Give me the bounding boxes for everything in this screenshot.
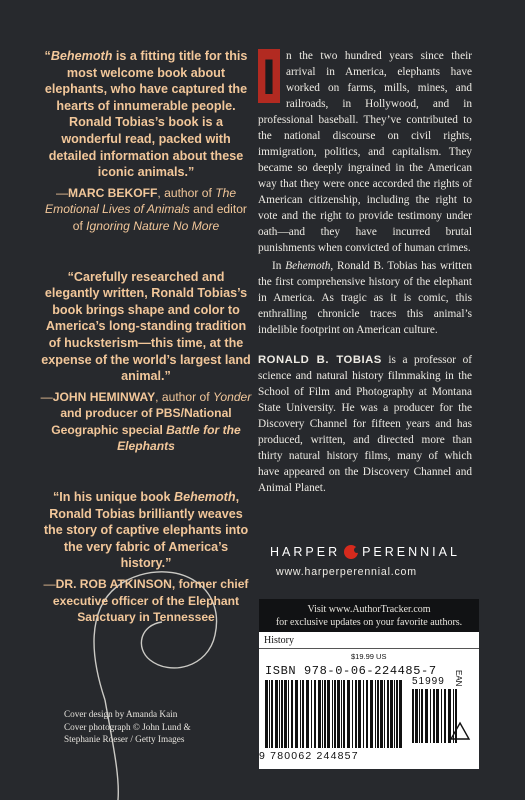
barcode-panel [259,632,479,769]
quote-bekoff: “Behemoth is a fitting title for this most welcome book about elephants, who have captured the hearts of innumerable people. Ronald Tobias’s book is a wonderful read, packed with detailed information about these iconic animals.” —MARC BEKOFF, author of The Emotional Lives of Animals and editor of Ignoring Nature No More [40,48,252,235]
drop-cap: I [258,49,280,103]
triangle-mark-icon [449,721,471,743]
quote-attribution: —DR. ROB ATKINSON, former chief executive officer of the Elephant Sanctuary in Tennessee [43,577,249,625]
ean-label: EAN [454,670,463,687]
quote-atkinson: “In his unique book Behemoth, Ronald Tobias brilliantly weaves the story of captive elephants into the very fabric of America’s history.” —DR. ROB ATKINSON, former chief executive officer of the Elephant Sanctuary in Tennessee [40,489,252,626]
description-paragraph: In Behemoth, Ronald B. Tobias has written the first comprehensive history of the elephant in America. As tragic as it is comic, this enthralling chronicle traces this animal’s indelible footprint on American culture. [258,260,472,336]
publisher-url: www.harperperennial.com [276,566,417,578]
publisher-logo-icon [344,545,358,559]
category-label: History [259,632,479,649]
barcode-number: 9 780062 244857 [259,750,359,762]
author-tracker-banner: Visit www.AuthorTracker.com for exclusive updates on your favorite authors. [259,599,479,632]
addon-number: 51999 [412,676,445,687]
quote-attribution: —MARC BEKOFF, author of The Emotional Lives of Animals and editor of Ignoring Nature No More [45,185,247,233]
quote-heminway: “Carefully researched and elegantly written, Ronald Tobias’s book brings shape and color to America’s long-standing tradition of hucksterism—this time, at the expense of the world’s largest land animal.” —JOHN HEMINWAY, author of Yonder and producer of PBS/National Geographic special Battle for the Elephants [40,269,252,454]
barcode-icon [265,680,405,750]
right-column [258,48,472,496]
left-column [40,48,252,626]
quote-attribution: —JOHN HEMINWAY, author of Yonder and producer of PBS/National Geographic special Battle for the Elephants [40,389,252,454]
price-label: $19.99 US [351,652,387,661]
quote-book-title: Behemoth [50,49,113,63]
isbn-text: ISBN 978-0-06-224485-7 [265,664,437,678]
description-paragraph: I n the two hundred years since their arrival in America, elephants have worked on farms, mills, mines, and railroads, in Hollywood, and in professional baseball. They’ve contributed to the national discourse on civil rights, immigration, politics, and capitalism. They became so deeply ingrained in the American way that they were once accorded the rights of American citizenship, including the right to vote and the right to provide testimony under oath—and they have incurred brutal punishments when convicted of human crimes. [258,49,472,254]
publisher-logo: HARPER PERENNIAL [270,545,460,559]
cover-credits: Cover design by Amanda Kain Cover photograph © John Lund & Stephanie Roeser / Getty Images [64,709,191,745]
author-bio: RONALD B. TOBIAS is a professor of science and natural history filmmaking in the School of Film and Photography at Montana State University. He was a producer for the Discovery Channel for fifteen years and has produced, written, and directed more than thirty natural history films, many of which have appeared on the Discovery Channel and Animal Planet. [258,354,472,494]
